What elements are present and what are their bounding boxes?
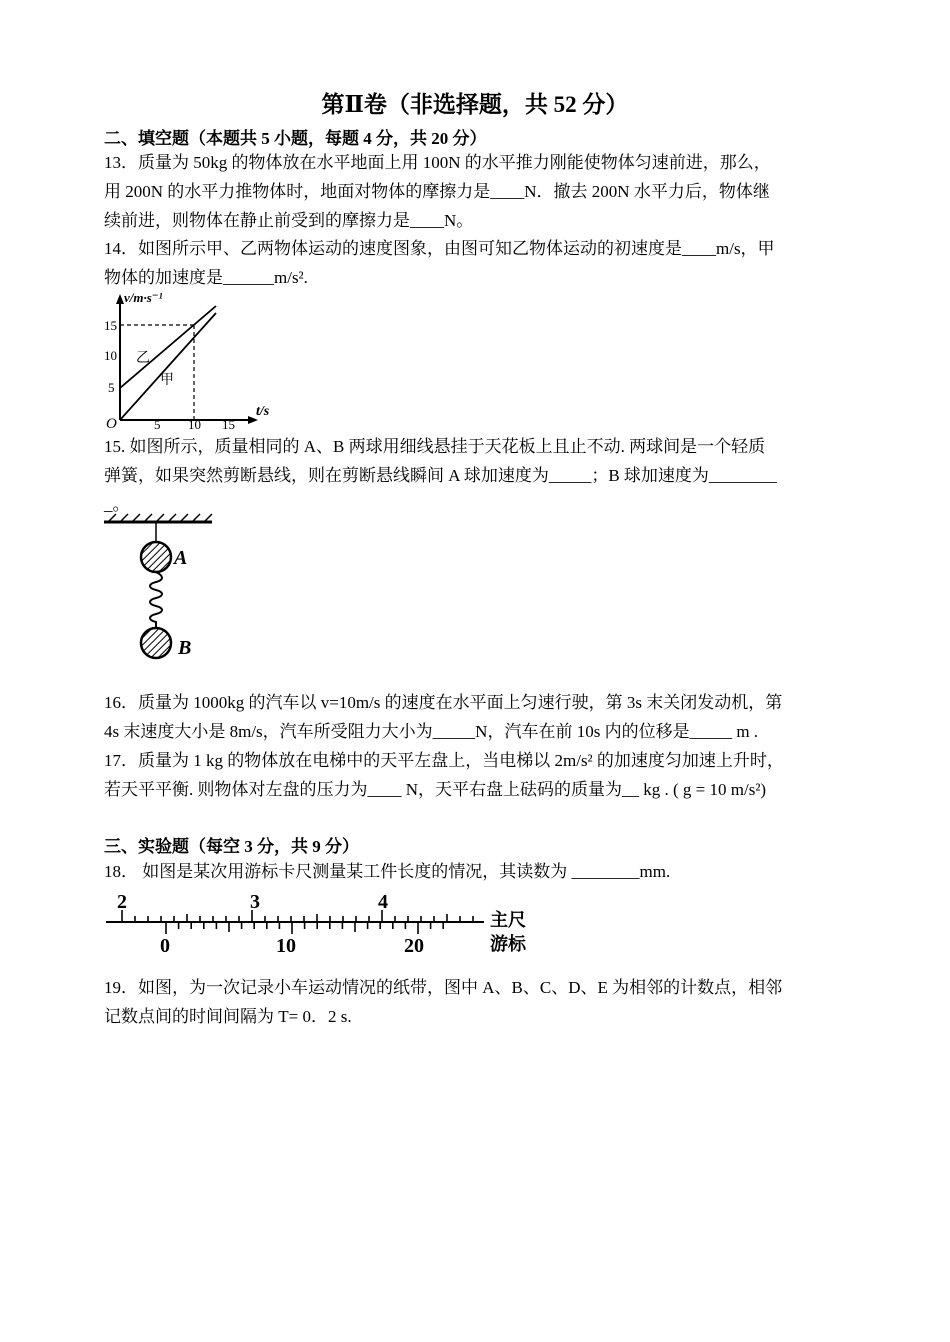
question-13-line: 用 200N 的水平力推物体时，地面对物体的摩擦力是____N．撤去 200N 水平力后，物体继	[104, 182, 770, 201]
question-19-line: 19．如图，为一次记录小车运动情况的纸带，图中 A、B、C、D、E 为相邻的计数点，相邻	[104, 978, 783, 997]
ball-a	[141, 542, 171, 572]
x-tick-15: 15	[222, 417, 235, 430]
vernier-number: 0	[160, 935, 170, 957]
question-19	[104, 973, 846, 1031]
question-14-line: 物体的加速度是______m/s².	[104, 268, 308, 287]
vernier-scale-ticks	[166, 922, 443, 934]
question-18	[104, 857, 846, 886]
line-label-yi: 乙	[136, 351, 150, 366]
line-label-jia: 甲	[160, 373, 174, 388]
line-jia	[120, 313, 216, 420]
question-15-line: _。	[104, 495, 130, 514]
hanging-balls-figure	[100, 510, 220, 670]
main-scale-label: 主尺	[490, 910, 526, 930]
x-axis-label: t/s	[256, 404, 270, 419]
velocity-time-graph	[104, 288, 284, 430]
question-15	[104, 432, 846, 519]
question-16-line: 16．质量为 1000kg 的汽车以 v=10m/s 的速度在水平面上匀速行驶，第 3s 末关闭发动机，第	[104, 693, 783, 712]
main-scale-number: 4	[378, 891, 388, 913]
x-tick-5: 5	[154, 417, 161, 430]
y-tick-5: 5	[108, 380, 115, 395]
main-scale-number: 3	[250, 891, 260, 913]
question-16	[104, 688, 846, 746]
question-17	[104, 746, 846, 804]
question-16-line: 4s 末速度大小是 8m/s，汽车所受阻力大小为_____N，汽车在前 10s 内的位移是_____ m .	[104, 722, 759, 741]
ball-b	[141, 628, 171, 658]
question-18-line: 18． 如图是某次用游标卡尺测量某工件长度的情况，其读数为 ________mm.	[104, 862, 671, 881]
section-heading-experiment: 三、实验题（每空 3 分，共 9 分）	[104, 837, 359, 856]
ball-b-label: B	[178, 637, 192, 659]
x-tick-10: 10	[188, 417, 201, 430]
question-13-line: 续前进，则物体在静止前受到的摩擦力是____N。	[104, 211, 474, 230]
origin-label: O	[106, 416, 117, 430]
question-15-line: 弹簧，如果突然剪断悬线，则在剪断悬线瞬间 A 球加速度为_____；B 球加速度为________	[104, 466, 777, 485]
vernier-caliper-figure	[104, 888, 544, 958]
section-heading-fill-in: 二、填空题（本题共 5 小题，每题 4 分，共 20 分）	[104, 129, 487, 148]
y-axis-label: v/m·s⁻¹	[124, 290, 163, 305]
ball-a-label: A	[174, 547, 188, 569]
y-tick-10: 10	[104, 348, 117, 363]
vernier-label: 游标	[490, 934, 526, 954]
y-tick-15: 15	[104, 318, 117, 333]
main-scale-ticks	[122, 910, 473, 922]
vernier-number: 10	[276, 935, 296, 957]
question-14-line: 14．如图所示甲、乙两物体运动的速度图象，由图可知乙物体运动的初速度是____m/s，甲	[104, 239, 775, 258]
question-14	[104, 234, 846, 292]
question-19-line: 记数点间的时间间隔为 T= 0．2 s.	[104, 1007, 352, 1026]
question-17-line: 17．质量为 1 kg 的物体放在电梯中的天平左盘上，当电梯以 2m/s² 的加速度匀加速上升时，	[104, 751, 784, 770]
main-scale-number: 2	[117, 891, 127, 913]
question-13-line: 13．质量为 50kg 的物体放在水平地面上用 100N 的水平推力刚能使物体匀速前进，那么，	[104, 153, 771, 172]
question-17-line: 若天平平衡. 则物体对左盘的压力为____ N，天平右盘上砝码的质量为__ kg . ( g = 10 m/s²)	[104, 780, 767, 799]
vernier-number: 20	[404, 935, 424, 957]
spring	[150, 572, 162, 628]
question-15-line: 15. 如图所示，质量相同的 A、B 两球用细线悬挂于天花板上且止不动. 两球间是一个轻质	[104, 437, 766, 456]
question-13	[104, 148, 846, 235]
page-title: 第Ⅱ卷（非选择题，共 52 分）	[321, 92, 629, 117]
